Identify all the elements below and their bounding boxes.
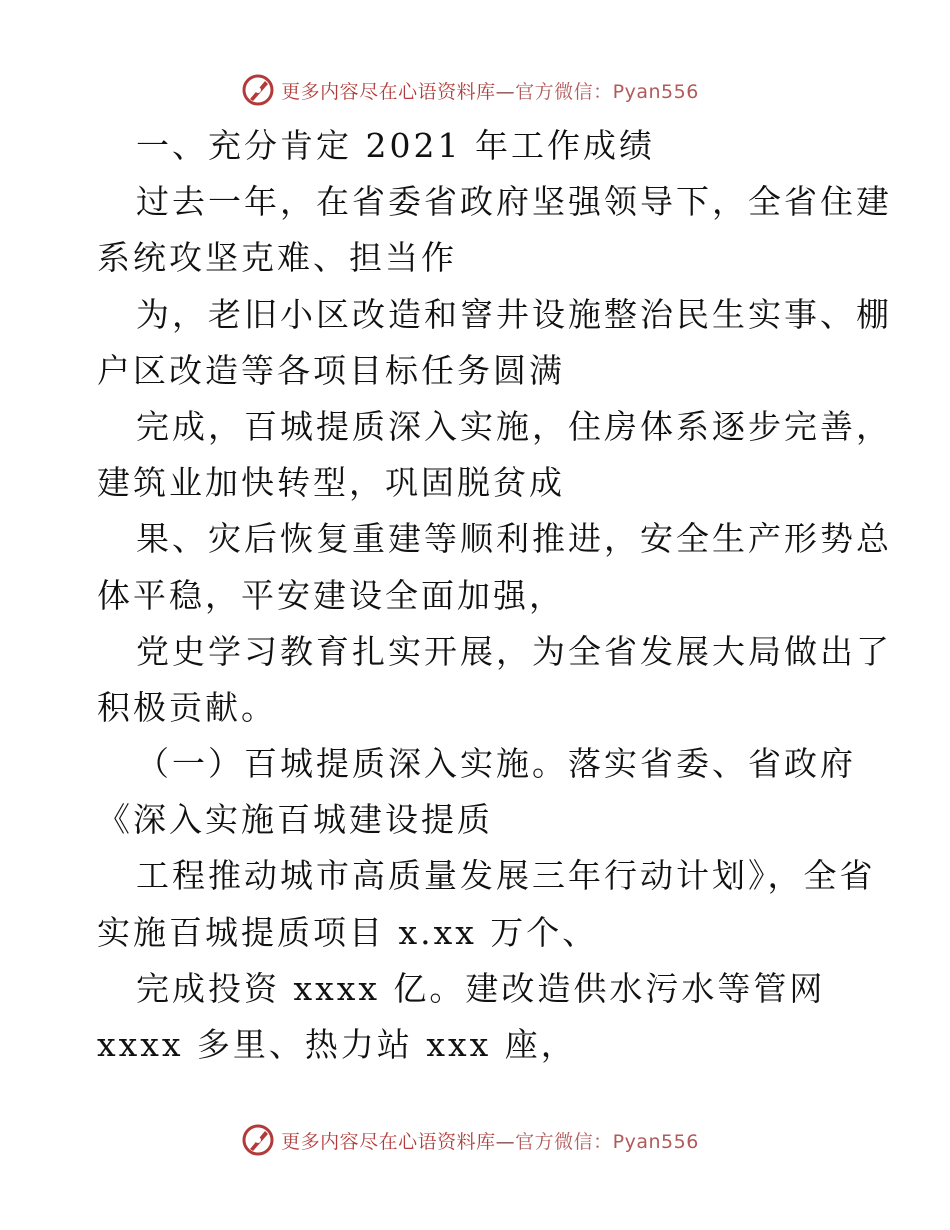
paragraph-line: 系统攻坚克难、担当作 — [97, 238, 457, 278]
paragraph-line: 积极贡献。 — [97, 687, 277, 727]
paragraph-line: 户区改造等各项目标任务圆满 — [97, 350, 565, 390]
header-watermark-banner — [0, 70, 950, 110]
paragraph-line: 完成投资 xxxx 亿。建改造供水污水等管网 — [136, 968, 826, 1008]
watermark-text: 更多内容尽在心语资料库—官方微信：Pyan556 — [281, 1130, 699, 1153]
paragraph-line: 实施百城提质项目 x.xx 万个、 — [97, 912, 599, 952]
paragraph-line: 过去一年，在省委省政府坚强领导下，全省住建 — [136, 182, 892, 222]
document-body — [97, 118, 892, 1073]
footer-watermark-banner — [0, 1120, 950, 1160]
paragraph-line: 完成，百城提质深入实施，住房体系逐步完善， — [136, 406, 892, 446]
subsection-heading-line: （一）百城提质深入实施。落实省委、省政府 — [136, 744, 856, 784]
paragraph-line: 工程推动城市高质量发展三年行动计划》，全省 — [136, 856, 876, 896]
paragraph-line: 《深入实施百城建设提质 — [97, 800, 493, 840]
watermark-text: 更多内容尽在心语资料库—官方微信：Pyan556 — [281, 80, 699, 103]
paragraph-line: xxxx 多里、热力站 xxx 座， — [97, 1025, 577, 1064]
paragraph-line: 体平稳，平安建设全面加强， — [97, 575, 565, 615]
pen-in-circle-logo-icon — [241, 1123, 275, 1157]
section-heading: 一、充分肯定 2021 年工作成绩 — [136, 126, 655, 165]
paragraph-line: 党史学习教育扎实开展，为全省发展大局做出了 — [136, 631, 892, 671]
paragraph-line: 建筑业加快转型，巩固脱贫成 — [97, 463, 565, 503]
paragraph-line: 果、灾后恢复重建等顺利推进，安全生产形势总 — [136, 519, 892, 559]
pen-in-circle-logo-icon — [241, 73, 275, 107]
paragraph-line: 为，老旧小区改造和窨井设施整治民生实事、棚 — [136, 294, 892, 334]
